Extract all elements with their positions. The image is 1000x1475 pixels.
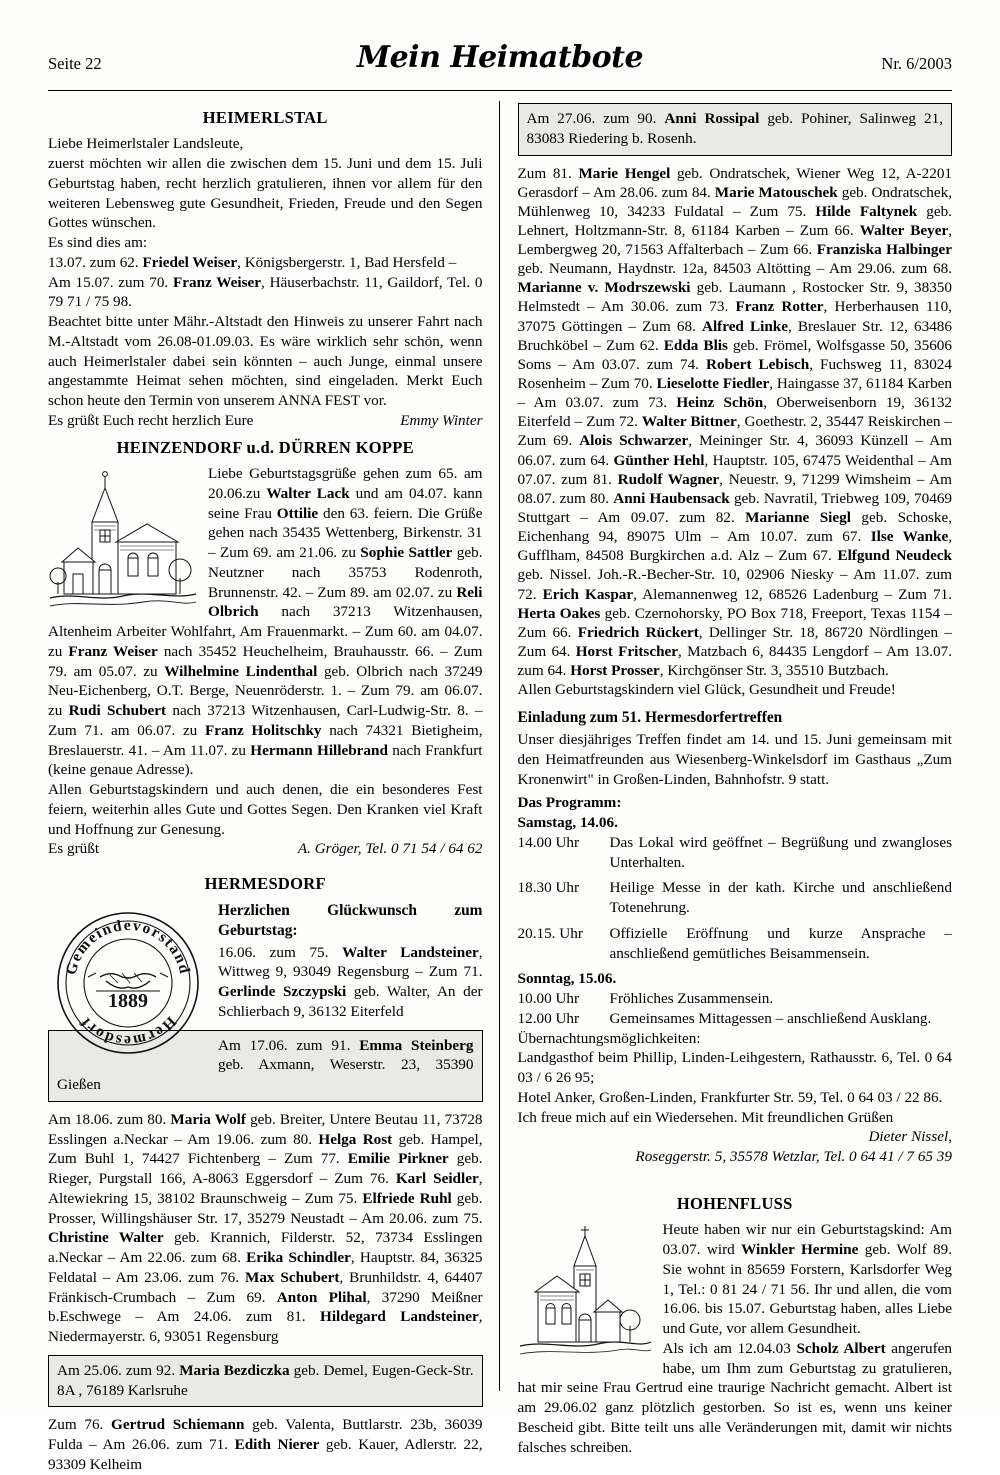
text-run: , Lembergweg 20, 71563 Affalterbach – Zum 66. [517,221,953,259]
text-run: , Brunhildstr. 4, 64407 Fränkisch-Crumbach – Zum 69. [48,1268,483,1306]
program-text: Gemeinsames Mittagessen – anschließend Ausklang. [609,1009,932,1027]
person-name: Alfred Linke [701,317,788,335]
highlight-box-bezdiczka [48,1355,483,1408]
person-name: Walter Bittner [641,413,737,431]
person-name: Hermann Hillebrand [250,741,388,759]
entry-name: Friedel Weiser [142,253,238,271]
text-run: geb. Lehnert, Holtzmann-Str. 8, 61184 Karben – Zum 66. [517,202,952,239]
text-run: geb. Schoske, Eichenhang 94, 89075 Ulm – Am 10.07. zum 67. [517,509,952,546]
box-date: Am 27.06. zum 90. [526,110,665,127]
person-name: Helga Rost [318,1130,393,1148]
section-heading-heimerlstal: HEIMERLSTAL [202,108,328,127]
hermesdorf-body-b [48,1110,483,1347]
person-name: Franziska Halbinger [816,241,952,259]
text-run: , Meininger Str. 4, 36093 Künzell – Am 06.07. zum 64. [517,432,953,469]
box-person-name: Emma Steinberg [359,1036,474,1054]
program-day-2: Sonntag, 15.06. [517,970,617,988]
text-run: , Breslauer Str. 12, 63486 Bruchköbel – Zum 62. [517,317,952,354]
text-run: nach 74321 Bietigheim, Breslauerstr. 41. – Am 11.07. zu [48,721,483,759]
person-name: Alois Schwarzer [579,432,689,450]
person-name: Anton Plihal [276,1288,367,1306]
text-run: geb. Ondratschek, Mühlenweg 10, 34233 Fuldatal – Zum 75. [517,183,952,220]
text-run: Zum 76. [48,1416,112,1434]
entry-name: Franz Weiser [173,273,262,291]
text-run: , Kirchgönser Str. 3, 35510 Butzbach. [659,662,889,680]
meeting-closing: Ich freue mich auf ein Wiedersehen. Mit freundlichen Grüßen [517,1108,894,1126]
text-run: , Oberweisenborn 19, 36132 Eiterfeld – Zum 72. [517,394,953,431]
program-time: 14.00 Uhr [517,833,580,851]
program-row [518,924,953,964]
person-name: Franz Holitschky [204,721,322,739]
hermesdorf-body-c [48,1415,483,1474]
heimerlstal-signature: Emmy Winter [400,411,483,429]
program-row [518,1009,953,1029]
person-name: Günther Hehl [613,451,705,469]
text-run: Als ich am 12.04.03 [662,1339,797,1357]
text-run: Am 18.06. zum 80. [48,1110,171,1128]
entry-address: , Königsbergerstr. 1, Bad Hersfeld – [237,253,457,271]
text-run: , Hauptstr. 84, 36325 Feldatal – Am 23.06. zum 76. [48,1249,483,1286]
box-address: geb. Demel, Eugen-Geck-Str. 8A , 76189 Karlsruhe [57,1361,474,1399]
seal-year: 1889 [108,989,148,1012]
highlight-box-rossipal [518,103,953,156]
text-run: geb. Neutzner nach 35753 Rodenroth, Brunnenstr. 42. – Zum 89. am 02.07. zu [208,544,483,601]
entry-date: 13.07. zum 62. [48,253,143,271]
right-column [499,101,953,1456]
page-header [48,40,952,86]
program-text: Fröhliches Zusammensein. [609,990,774,1008]
person-name: Horst Prosser [570,662,660,680]
text-run: geb. Rieger, Purgstall 166, A-8063 Eggersdorf – Zum 76. [48,1150,483,1188]
text-run: geb. Kauer, Adlerstr. 22, 93309 Kelheim [48,1436,483,1473]
chapel-illustration [518,1222,653,1362]
text-run: , Wittweg 9, 93049 Regensburg – Zum 71. [218,943,483,981]
person-name: Hildegard Landsteiner [320,1308,479,1326]
text-run: nach 37213 Witzenhausen, Carl-Ludwig-Str. 8. – Zum 71. am 06.07. zu [48,702,483,739]
heimerlstal-greeting: Liebe Heimerlstaler Landsleute, [48,135,244,153]
text-run: geb. Valenta, Buttlarstr. 23b, 36039 Fulda – Am 26.06. zum 71. [48,1416,483,1454]
text-run: Zum 81. [517,164,579,182]
text-run: geb. Prosser, Willingshäuser Str. 17, 35279 Neustadt – Am 20.06. zum 75. [48,1189,483,1227]
text-run: geb. Ondratschek, Wiener Weg 12, A-2201 Gerasdorf – Am 28.06. zum 84. [517,164,953,201]
text-run: geb. Nissel. Joh.-R.-Becher-Str. 10, 02906 Niesky – Am 11.07. zum 72. [517,566,952,603]
program-row [518,878,953,918]
person-name: Emilie Pirkner [347,1150,449,1168]
heinzendorf-wishes: Allen Geburtstagskindern und auch denen, die ein besonderes Fest feiern, weiterhin alles Gute und Gottes Segen. Den Kranken viel Kraft und Hoffnung zur Genesung. [48,781,483,838]
heimerlstal-intro: zuerst möchten wir allen die zwischen dem 15. Juni und dem 15. Juli Geburtstag haben, recht herzlich gratulieren, ihnen vor allem für den weiteren Lebensweg gute Gesundheit, Frieden, Freude und den Segen Gottes wünschen. [48,155,483,232]
text-run: , Gufflham, 84508 Burgkirchen a.d. Alz – Zum 67. [517,528,953,565]
heinzendorf-signature: A. Gröger, Tel. 0 71 54 / 64 62 [297,840,483,858]
person-name: Walter Lack [266,484,350,502]
person-name: Scholz Albert [796,1339,886,1357]
text-run: geb. Olbrich nach 37249 Neu-Eichenberg, O.T. Berge, Neuenröderstr. 1. – Zum 79. am 06.07. zu [48,662,483,720]
text-run: geb. Frömel, Wolfsgasse 50, 35606 Soms – Am 03.07. zum 74. [517,336,952,373]
heimerlstal-notice: Beachtet bitte unter Mähr.-Altstadt den Hinweis zu unserer Fahrt nach M.-Altstadt vom 26.08-01.09.03. Es wäre wirklich sehr schön, wenn auch Heimerlstaler dabei sein könnten – auch Junge, einmal unsere angestammte Heimat sehen möchten, sind eingeladen. Merkt Euch schon heute den Termin von unserem ANNA FEST vor. [48,313,483,410]
church-illustration [48,466,198,616]
page-number: Seite 22 [48,54,102,73]
text-run: , Haingasse 37, 61184 Karben – Am 03.07. zum 73. [517,375,952,412]
seal-top-text: Gemeindevorstand [62,916,194,977]
person-name: Friedrich Rückert [577,623,699,641]
person-name: Elfgund Neudeck [837,547,952,565]
text-run: Liebe Geburtstagsgrüße gehen zum 65. am 20.06.zu [208,465,483,502]
svg-text:Gemeindevorstand [63,917,194,977]
left-column [48,101,499,1473]
text-run: geb. Czernohorsky, PO Box 718, Freeport, Texas 1154 – Zum 66. [517,604,953,641]
person-name: Hilde Faltynek [815,202,918,220]
program-text: Das Lokal wird geöffnet – Begrüßung und zwangloses Unterhalten. [609,833,952,871]
person-name: Walter Beyer [859,221,949,239]
text-run: geb. Breiter, Untere Beutau 11, 73728 Esslingen a.Neckar – Am 19.06. zum 80. [48,1110,483,1148]
heinzendorf-closing [48,839,483,859]
person-name: Reli Olbrich [208,583,483,621]
lodging-label: Übernachtungsmöglichkeiten: [517,1029,701,1047]
person-name: Sophie Sattler [360,544,453,562]
text-run: nach Frankfurt (keine genaue Adresse). [48,741,483,779]
text-run: geb. Krannich, Filderstr. 52, 73734 Esslingen a.Neckar – Am 22.06. zum 68. [48,1229,483,1267]
person-name: Anni Haubensack [613,489,730,507]
text-run: , Hauptstr. 105, 67475 Weidenthal – Am 07.07. zum 81. [517,451,952,488]
text-run: , Niedermayerstr. 6, 93051 Regensburg [48,1308,483,1346]
seal-bottom-text: Hermesdorf [76,1012,180,1049]
program-label: Das Programm: [517,794,622,812]
person-name: Marianne v. Modrszewski [517,279,691,297]
heimerlstal-list-lead: Es sind dies am: [48,234,148,252]
person-name: Edda Blis [663,336,728,354]
text-run: geb. Walter, An der Schlierbach 9, 36132 Eiterfeld [218,983,483,1020]
text-run: , Matzbach 6, 84435 Lengdorf – Am 13.07. zum 64. [517,643,953,680]
person-name: Franz Rotter [735,298,824,316]
birthday-wish-line: Allen Geburtstagskindern viel Glück, Gesundheit und Freude! [517,681,896,699]
person-name: Winkler Hermine [741,1241,859,1258]
hermesdorf-subheading: Herzlichen Glückwunsch zum Geburtstag: [218,901,483,939]
person-name: Marie Hengel [578,164,671,182]
meeting-intro: Unser diesjähriges Treffen findet am 14. und 15. Juni gemeinsam mit den Heimatfreunden aus Wiesenberg-Winkelsdorf im Gasthaus „Zum Kronenwirt" in Großen-Linden, Bahnhofstr. 9 statt. [517,731,952,788]
person-name: Gertrud Schiemann [111,1416,245,1434]
program-text: Offizielle Eröffnung und kurze Ansprache – anschließend gemütliches Beisammensein. [609,924,952,962]
text-run: 16.06. zum 75. [218,943,343,961]
program-row [518,989,953,1009]
person-name: Marianne Siegl [745,509,851,527]
person-name: Rudolf Wagner [617,470,720,488]
person-name: Ilse Wanke [870,528,949,546]
section-heading-heinzendorf: HEINZENDORF u.d. DÜRREN KOPPE [116,437,414,457]
box-address: geb. Pohiner, Salinweg 21, 83083 Riedering b. Rosenh. [526,110,944,147]
person-name: Maria Wolf [170,1110,246,1128]
person-name: Max Schubert [244,1268,340,1286]
program-day-1: Samstag, 14.06. [517,814,618,832]
box-date: Am 17.06. zum 91. [218,1036,360,1054]
text-run: , Alemannenweg 12, 68526 Ladenburg – Zum 71. [633,585,952,603]
masthead-title: Mein Heimatbote [356,40,644,75]
text-run: , Neuestr. 9, 71299 Wimsheim – Am 08.07. zum 80. [517,470,952,507]
program-text: Heilige Messe in der kath. Kirche und anschließend Totenehrung. [609,879,952,917]
program-time: 10.00 Uhr [517,990,580,1008]
text-run: , Altewiekring 15, 38102 Braunschweig – Zum 75. [48,1170,483,1207]
text-run: angerufen habe, um Ihm zum Geburtstag zu gratulieren, hat mir seine Frau Gertrud eine traurige Nachricht gemacht. Albert ist am 29.06.02 ganz plötzlich gestorben. So ist es, wenn uns keiner Bescheid gibt. Bitte teilt uns alle Veränderungen mit, damit wir nichts falsches schreiben. [517,1339,952,1456]
text-run: Heute haben wir nur ein Geburtstagskind: Am 03.07. wird [662,1221,952,1258]
person-name: Ottilie [276,504,319,522]
program-time: 18.30 Uhr [517,879,580,897]
program-row [518,833,953,873]
meeting-heading: Einladung zum 51. Hermesdorfertreffen [517,709,783,727]
person-name: Lieselotte Fiedler [656,375,770,393]
person-name: Elfriede Ruhl [362,1189,452,1207]
person-name: Wilhelmine Lindenthal [164,662,318,680]
closing-text: Es grüßt [48,840,100,858]
text-run: nach 37213 Witzenhausen, Altenheim Arbeiter Wohlfahrt, Am Frauenmarkt. – Zum 60. am 04.07. zu [48,603,483,660]
box-date: Am 25.06. zum 92. [57,1361,180,1379]
person-name: Christine Walter [48,1229,164,1247]
section-heading-hermesdorf: HERMESDORF [204,874,326,894]
person-name: Heinz Schön [676,394,764,412]
entry-address: , Häuserbachstr. 11, Gaildorf, Tel. 0 79 71 / 75 98. [48,273,483,311]
text-run: geb. Navratil, Triebweg 109, 70469 Stuttgart – Am 09.07. zum 82. [517,489,953,527]
heimerlstal-entry-1 [48,253,483,273]
program-time: 12.00 Uhr [517,1009,580,1027]
person-name: Marie Matouschek [714,183,838,201]
person-name: Robert Lebisch [705,355,810,373]
text-run: den 63. feiern. Die Grüße gehen nach 35435 Wettenberg, Birkenstr. 31 – Zum 69. am 21.06. zu [208,504,483,562]
header-divider [48,90,952,91]
text-run: , Fuchsweg 11, 83024 Rosenheim – Zum 70. [517,355,952,393]
lodging-option-1: Landgasthof beim Phillip, Linden-Leihgestern, Rathausstr. 6, Tel. 0 64 03 / 6 26 95; [517,1049,952,1087]
municipal-seal-illustration [48,903,208,1063]
person-name: Edith Nierer [234,1436,320,1454]
person-name: Franz Weiser [68,642,158,660]
person-name: Karl Seidler [395,1170,479,1188]
heimerlstal-closing [48,411,483,431]
person-name: Erich Kaspar [542,585,634,603]
text-run: und am 04.07. kann seine Frau [208,484,483,522]
meeting-signature-name: Dieter Nissel, [868,1128,952,1146]
person-name: Gerlinde Szczypski [218,983,347,1001]
text-run: nach 35452 Heuchelheim, Brauhausstr. 66. – Zum 79. am 05.07. zu [48,642,483,680]
person-name: Herta Oakes [517,604,601,622]
entry-date: Am 15.07. zum 70. [48,273,173,291]
text-run: geb. Hampel, Zum Buhl 1, 74427 Fichtenberg – Zum 77. [48,1130,483,1168]
text-run: geb. Wolf 89. Sie wohnt in 85659 Forstern, Karlsdorfer Weg 1, Tel.: 0 81 24 / 71 56. Ihr und allen, die vom 16.06. bis 15.07. Geburtstag haben, alles Liebe und Gute, vor allem Gesundheit. [662,1241,952,1337]
section-heading-hohenfluss: HOHENFLUSS [676,1193,793,1213]
box-address: geb. Axmann, Weserstr. 23, 35390 Gießen [57,1056,474,1094]
text-run: , Dellinger Str. 18, 86720 Nördlingen – Zum 64. [517,623,953,661]
person-name: Horst Fritscher [575,643,679,661]
text-run: , Goethestr. 2, 35447 Reiskirchen – Zum 69. [517,413,953,450]
meeting-signature-address: Roseggerstr. 5, 35578 Wetzlar, Tel. 0 64 41 / 7 65 39 [635,1148,952,1166]
text-run: , Herberhausen 110, 37075 Göttingen – Zum 68. [517,298,952,335]
lodging-option-2: Hotel Anker, Großen-Linden, Frankfurter Str. 59, Tel. 0 64 03 / 22 86. [517,1088,943,1106]
text-run: , 37290 Meißner b.Eschwege – Am 24.06. zum 81. [48,1288,483,1326]
issue-number: Nr. 6/2003 [881,54,952,73]
box-person-name: Maria Bezdiczka [179,1361,290,1379]
heimerlstal-entry-2 [48,273,483,313]
person-name: Rudi Schubert [68,702,167,720]
hermesdorf-birthday-list [518,164,953,681]
person-name: Erika Schindler [246,1249,351,1267]
text-run: geb. Laumann , Rostocker Str. 9, 38350 Helmstedt – Am 30.06. zum 73. [517,279,952,316]
program-time: 20.15. Uhr [517,924,583,942]
box-person-name: Anni Rossipal [664,110,760,127]
closing-text: Es grüßt Euch recht herzlich Eure [48,411,254,429]
text-run: geb. Neumann, Haydnstr. 12a, 84503 Altötting – Am 29.06. zum 68. [517,260,952,278]
person-name: Walter Landsteiner [342,943,479,961]
two-column-body [48,101,953,1473]
